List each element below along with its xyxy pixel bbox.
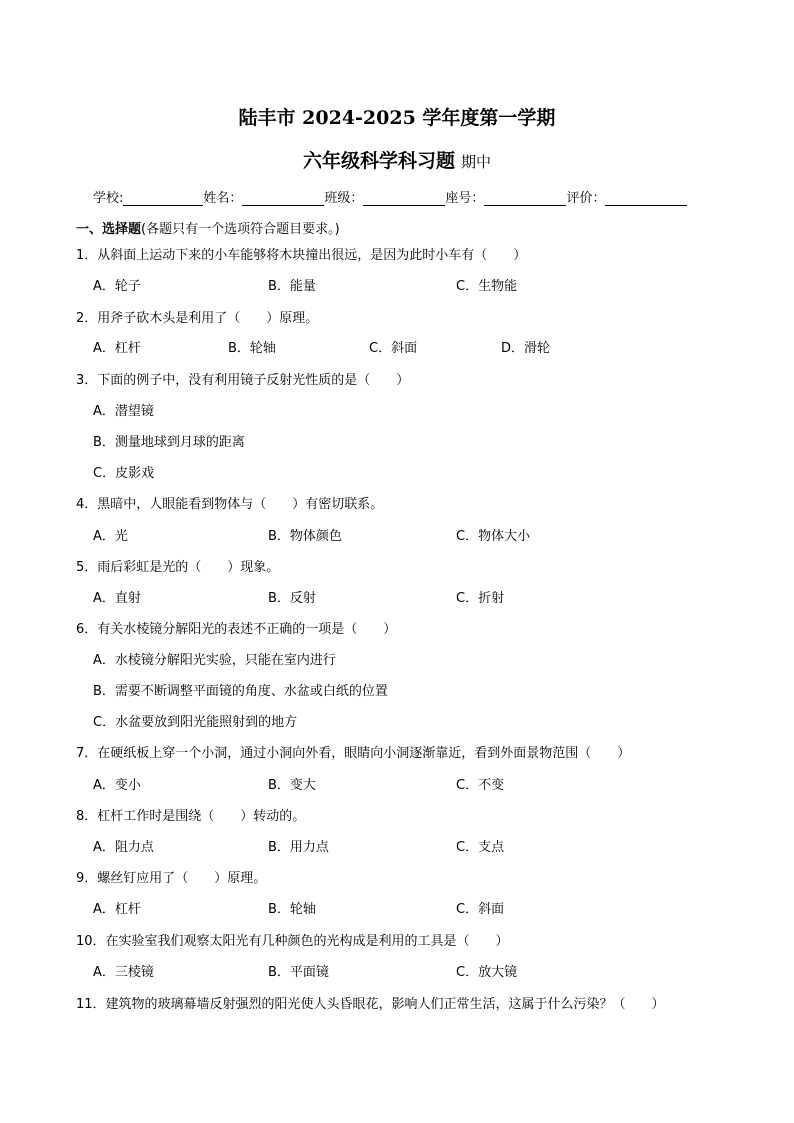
exam-title: 陆丰市 2024-2025 学年度第一学期	[238, 107, 556, 129]
q6-option-c[interactable]: C．水盆要放到阳光能照射到的地方	[93, 715, 298, 730]
q10-option-b[interactable]: B．平面镜	[268, 965, 329, 980]
q10-option-c[interactable]: C．放大镜	[456, 965, 518, 980]
question-9: 9．螺丝钉应用了（ ）原理。	[76, 871, 267, 886]
q3-option-b[interactable]: B．测量地球到月球的距离	[93, 435, 245, 450]
school-blank[interactable]	[123, 189, 203, 206]
q5-option-c[interactable]: C．折射	[456, 591, 505, 606]
q1-option-b[interactable]: B．能量	[268, 279, 316, 294]
q2-option-b[interactable]: B．轮轴	[228, 341, 276, 356]
school-label: 学校:	[93, 191, 124, 206]
name-blank[interactable]	[242, 189, 324, 206]
question-3: 3．下面的例子中，没有利用镜子反射光性质的是（ ）	[76, 373, 410, 388]
q5-option-a[interactable]: A．直射	[93, 591, 141, 606]
q5-option-b[interactable]: B．反射	[268, 591, 316, 606]
question-10: 10．在实验室我们观察太阳光有几种颜色的光构成是利用的工具是（ ）	[76, 934, 509, 949]
class-blank[interactable]	[363, 189, 445, 206]
q2-option-d[interactable]: D．滑轮	[501, 341, 551, 356]
subtitle-main: 六年级科学科习题	[302, 150, 455, 172]
seat-blank[interactable]	[484, 189, 566, 206]
q6-option-a[interactable]: A．水棱镜分解阳光实验，只能在室内进行	[93, 653, 336, 668]
q10-option-a[interactable]: A．三棱镜	[93, 965, 154, 980]
q4-option-c[interactable]: C．物体大小	[456, 529, 531, 544]
q9-option-a[interactable]: A．杠杆	[93, 902, 141, 917]
q7-option-a[interactable]: A．变小	[93, 778, 141, 793]
section-label: 一、选择题	[76, 222, 142, 237]
question-4: 4．黑暗中，人眼能看到物体与（ ）有密切联系。	[76, 497, 384, 512]
exam-subtitle	[0, 146, 794, 173]
student-info-row	[93, 184, 713, 206]
section-heading	[76, 218, 340, 237]
section-instruction: (各题只有一个选项符合题目要求。)	[141, 222, 340, 237]
q2-option-c[interactable]: C．斜面	[369, 341, 418, 356]
question-1: 1．从斜面上运动下来的小车能够将木块撞出很远，是因为此时小车有（ ）	[76, 248, 527, 263]
q4-option-b[interactable]: B．物体颜色	[268, 529, 342, 544]
question-6: 6．有关水棱镜分解阳光的表述不正确的一项是（ ）	[76, 622, 397, 637]
q2-option-a[interactable]: A．杠杆	[93, 341, 141, 356]
q4-option-a[interactable]: A．光	[93, 529, 128, 544]
subtitle-tag: 期中	[461, 153, 492, 171]
question-5: 5．雨后彩虹是光的（ ）现象。	[76, 560, 280, 575]
q8-option-c[interactable]: C．支点	[456, 840, 505, 855]
class-label: 班级：	[324, 191, 364, 206]
q7-option-c[interactable]: C．不变	[456, 778, 505, 793]
q8-option-b[interactable]: B．用力点	[268, 840, 329, 855]
q1-option-c[interactable]: C．生物能	[456, 279, 518, 294]
q9-option-b[interactable]: B．轮轴	[268, 902, 316, 917]
name-label: 姓名：	[203, 191, 243, 206]
q3-option-c[interactable]: C．皮影戏	[93, 466, 155, 481]
q3-option-a[interactable]: A．潜望镜	[93, 404, 154, 419]
question-7: 7．在硬纸板上穿一个小洞，通过小洞向外看，眼睛向小洞逐渐靠近，看到外面景物范围（ ）	[76, 746, 631, 761]
q7-option-b[interactable]: B．变大	[268, 778, 316, 793]
question-2: 2．用斧子砍木头是利用了（ ）原理。	[76, 311, 319, 326]
question-11: 11．建筑物的玻璃幕墙反射强烈的阳光使人头昏眼花，影响人们正常生活，这属于什么污染？（ ）	[76, 997, 665, 1012]
grade-blank[interactable]	[605, 189, 687, 206]
q6-option-b[interactable]: B．需要不断调整平面镜的角度、水盆或白纸的位置	[93, 684, 388, 699]
q9-option-c[interactable]: C．斜面	[456, 902, 505, 917]
question-8: 8．杠杆工作时是围绕（ ）转动的。	[76, 809, 306, 824]
seat-label: 座号：	[445, 191, 485, 206]
q8-option-a[interactable]: A．阻力点	[93, 840, 154, 855]
grade-label: 评价：	[566, 191, 606, 206]
q1-option-a[interactable]: A．轮子	[93, 279, 141, 294]
